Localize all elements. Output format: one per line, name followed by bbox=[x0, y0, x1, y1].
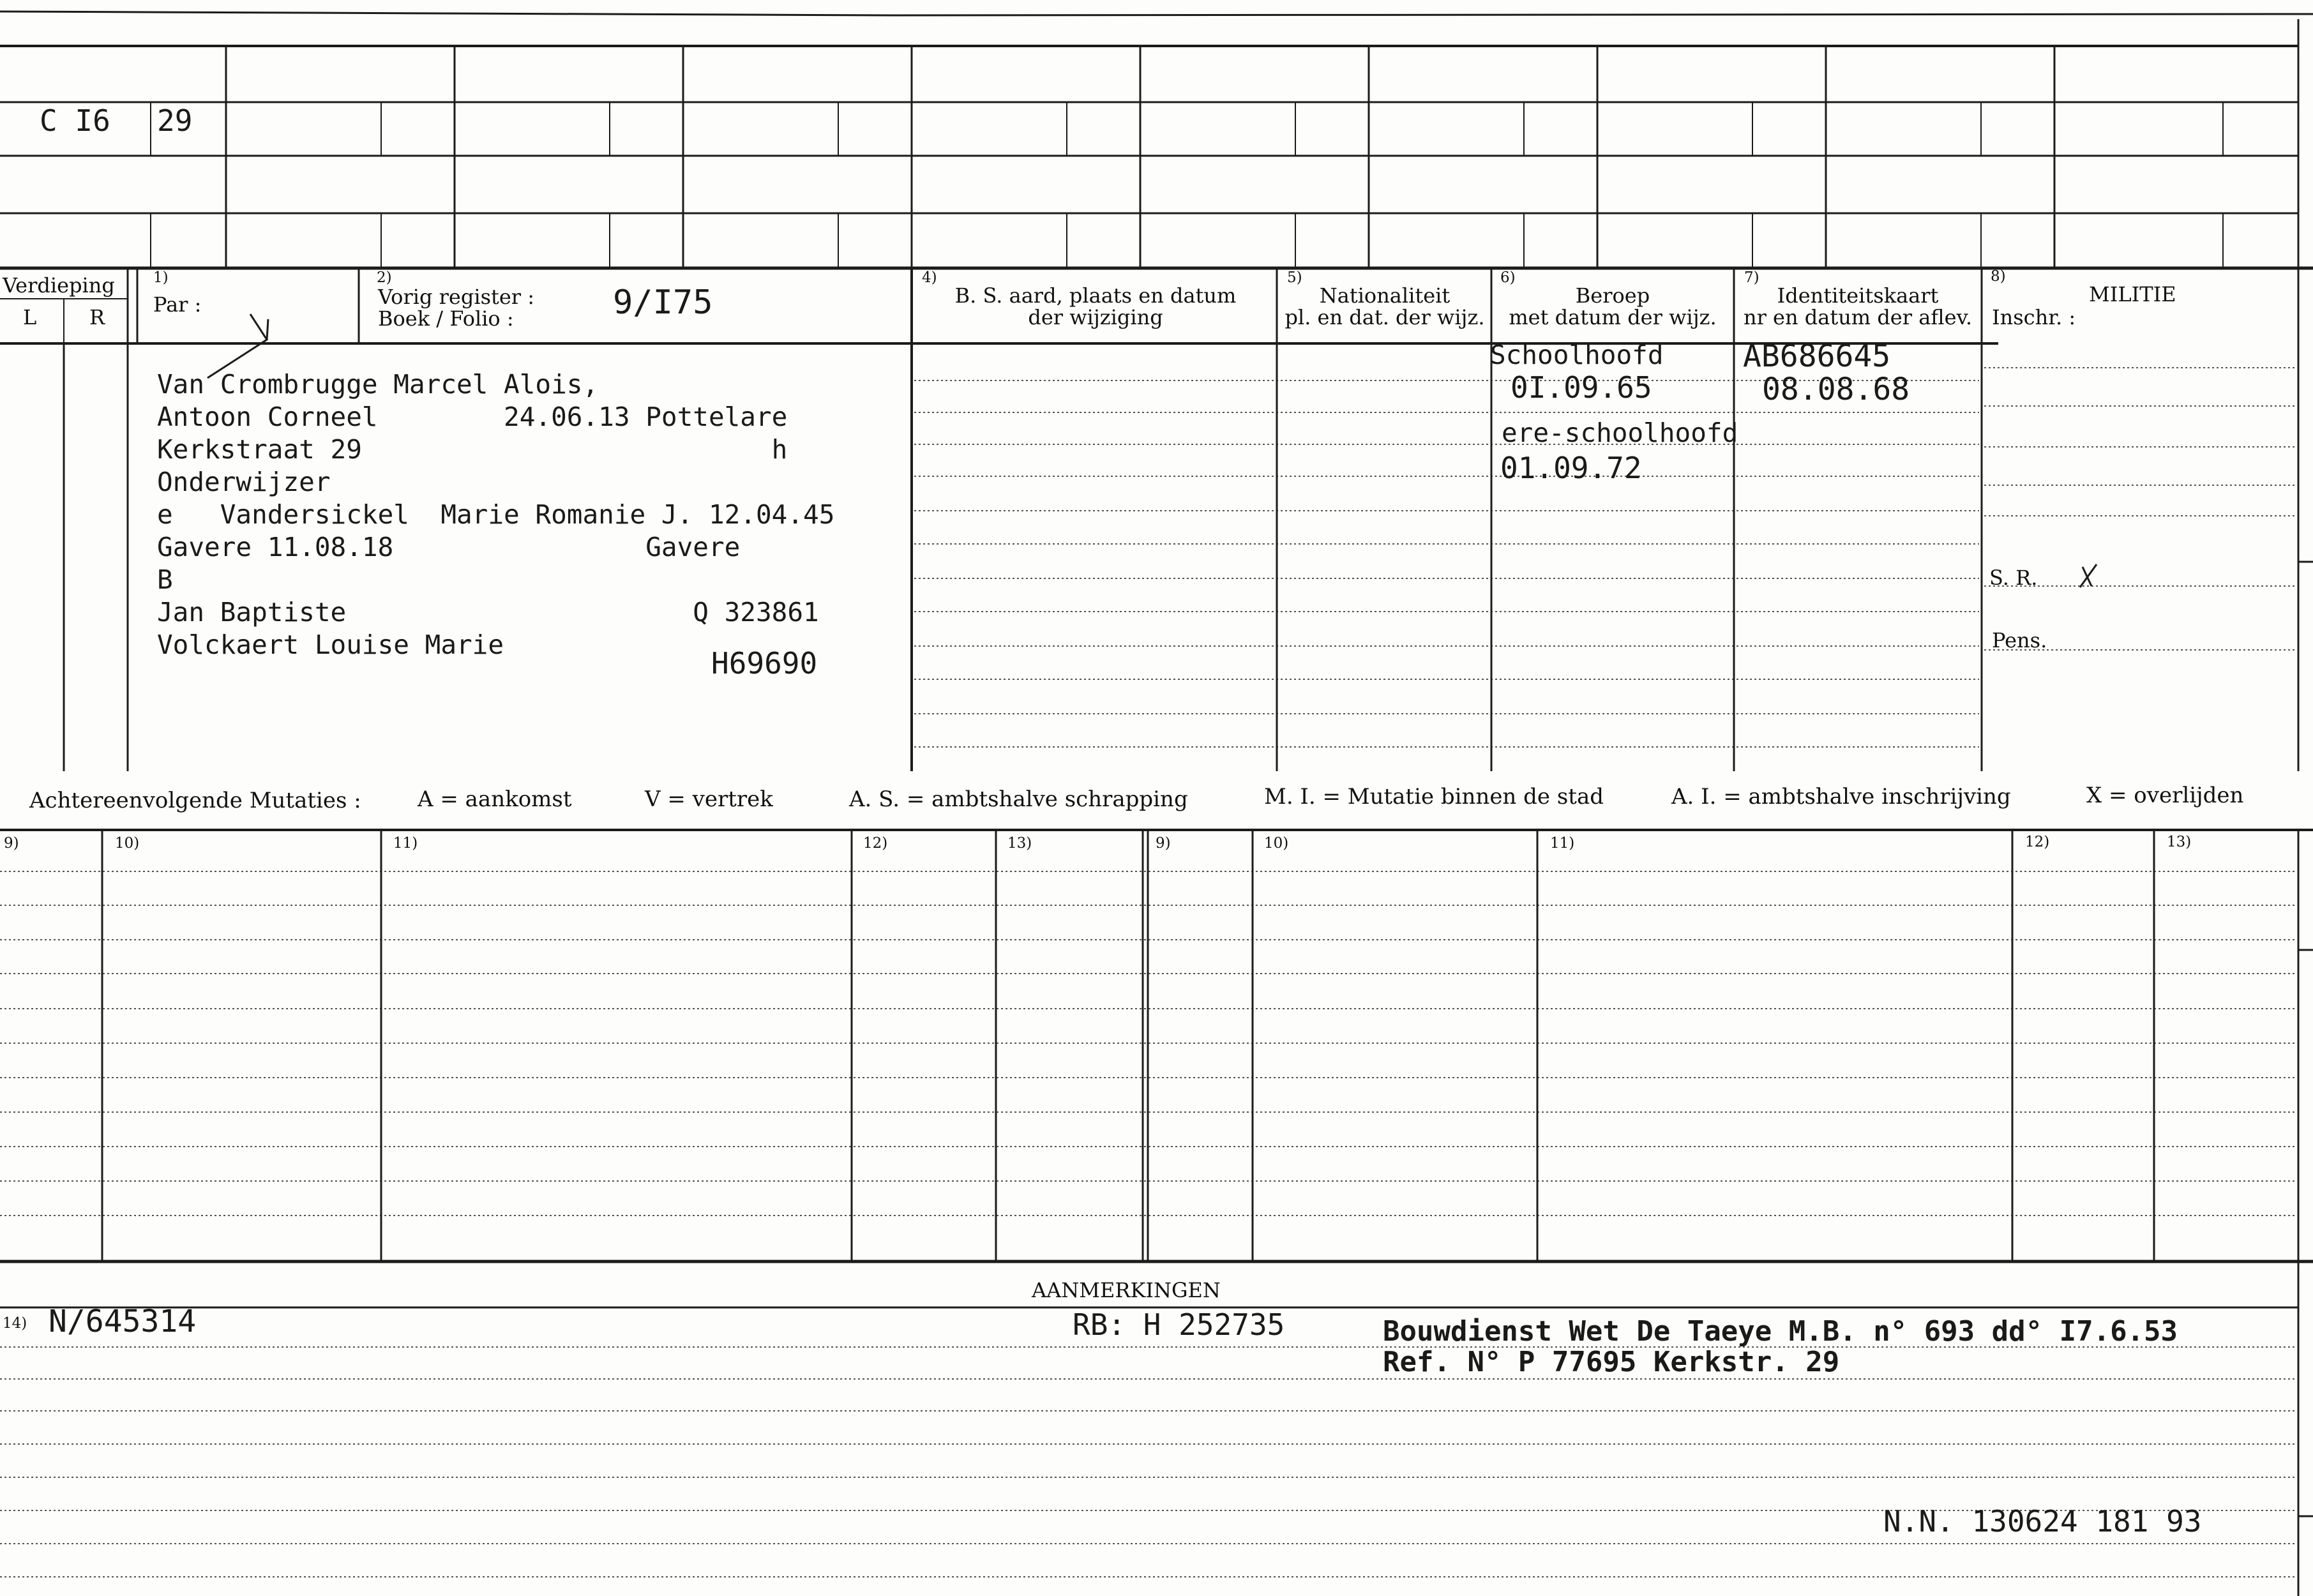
id-header-line1: Identiteitskaart bbox=[1777, 283, 1939, 308]
vorig-number: 2) bbox=[377, 269, 392, 286]
militie-number: 8) bbox=[1991, 268, 2006, 285]
person-code-h: H69690 bbox=[711, 646, 818, 681]
person-line-name: Van Crombrugge Marcel Alois, bbox=[157, 369, 599, 400]
aanmerkingen-number: 14) bbox=[3, 1315, 27, 1332]
aanmerkingen-title: AANMERKINGEN bbox=[1032, 1278, 1221, 1302]
verdieping-l: L bbox=[23, 305, 37, 329]
card-number: 29 bbox=[157, 103, 193, 138]
aanmerking-code: N/645314 bbox=[49, 1304, 197, 1339]
bs-number: 4) bbox=[922, 269, 937, 286]
mutaties-label: Achtereenvolgende Mutaties : bbox=[29, 788, 361, 813]
verdieping-label: Verdieping bbox=[3, 273, 115, 297]
mut-col-13a: 13) bbox=[1007, 835, 1032, 852]
person-line-birthplace: Gavere 11.08.18 Gavere bbox=[157, 532, 741, 562]
person-line-b: B bbox=[157, 564, 173, 595]
nat-header-line1: Nationaliteit bbox=[1319, 283, 1450, 308]
nat-header-line2: pl. en dat. der wijz. bbox=[1285, 305, 1485, 329]
legend-vertrek: V = vertrek bbox=[645, 787, 773, 812]
legend-mutatie-stad: M. I. = Mutatie binnen de stad bbox=[1264, 784, 1604, 809]
mut-col-12b: 12) bbox=[2025, 834, 2050, 850]
person-line-spouse: e Vandersickel Marie Romanie J. 12.04.45 bbox=[157, 499, 835, 530]
bs-header-line1: B. S. aard, plaats en datum bbox=[954, 283, 1237, 308]
nat-number: 5) bbox=[1287, 269, 1302, 286]
vorig-register-label: Vorig register : bbox=[378, 285, 535, 309]
beroep-entry-4: 01.09.72 bbox=[1500, 451, 1642, 485]
id-card-date: 08.08.68 bbox=[1762, 372, 1910, 407]
mut-col-9a: 9) bbox=[4, 835, 19, 852]
mut-col-13b: 13) bbox=[2167, 834, 2192, 850]
verdieping-r: R bbox=[89, 305, 105, 329]
aanmerking-ref: Ref. N° P 77695 Kerkstr. 29 bbox=[1383, 1346, 1840, 1378]
person-line-firstnames: Antoon Corneel 24.06.13 Pottelare bbox=[157, 402, 788, 432]
id-card-number: AB686645 bbox=[1743, 338, 1891, 374]
person-line-mother: Volckaert Louise Marie bbox=[157, 629, 504, 660]
beroep-entry-2: 0I.09.65 bbox=[1511, 370, 1652, 405]
card-code: C I6 bbox=[40, 103, 110, 138]
militie-label: MILITIE bbox=[2089, 282, 2176, 306]
person-block bbox=[157, 369, 834, 662]
mut-col-10a: 10) bbox=[115, 835, 140, 852]
aanmerking-rb: RB: H 252735 bbox=[1073, 1307, 1285, 1342]
legend-schrapping: A. S. = ambtshalve schrapping bbox=[849, 787, 1188, 812]
mut-col-9b: 9) bbox=[1156, 835, 1171, 852]
person-line-address: Kerkstraat 29 h bbox=[157, 434, 788, 465]
par-label: Par : bbox=[153, 292, 202, 317]
bs-header-line2: der wijziging bbox=[1028, 305, 1163, 329]
id-header-line2: nr en datum der aflev. bbox=[1743, 305, 1973, 329]
sr-mark bbox=[0, 0, 20, 38]
sr-label: S. R. bbox=[1989, 566, 2038, 590]
mut-col-10b: 10) bbox=[1264, 835, 1289, 852]
beroep-header-line1: Beroep bbox=[1575, 283, 1650, 308]
person-line-profession: Onderwijzer bbox=[157, 467, 331, 497]
beroep-entry-3: ere-schoolhoofd bbox=[1502, 418, 1738, 448]
person-line-father: Jan Baptiste Q 323861 bbox=[157, 597, 819, 628]
beroep-entry-1: Schoolhoofd bbox=[1490, 340, 1664, 370]
legend-inschrijving: A. I. = ambtshalve inschrijving bbox=[1671, 784, 2011, 809]
aanmerking-bouwdienst: Bouwdienst Wet De Taeye M.B. n° 693 dd° I7.6.53 bbox=[1383, 1315, 2178, 1348]
boek-folio-label: Boek / Folio : bbox=[378, 306, 514, 331]
par-number: 1) bbox=[153, 269, 169, 286]
pens-label: Pens. bbox=[1992, 628, 2047, 652]
legend-overlijden: X = overlijden bbox=[2086, 783, 2244, 808]
mut-col-11b: 11) bbox=[1550, 835, 1575, 852]
mut-col-12a: 12) bbox=[863, 835, 888, 852]
beroep-number: 6) bbox=[1500, 269, 1516, 286]
legend-aankomst: A = aankomst bbox=[418, 787, 572, 812]
vorig-register-value: 9/I75 bbox=[613, 283, 713, 322]
beroep-header-line2: met datum der wijz. bbox=[1509, 305, 1717, 329]
aanmerking-nn: N.N. 130624 181 93 bbox=[1883, 1504, 2202, 1539]
mut-col-11a: 11) bbox=[393, 835, 418, 852]
id-number: 7) bbox=[1744, 269, 1759, 286]
inschr-label: Inschr. : bbox=[1992, 305, 2076, 329]
